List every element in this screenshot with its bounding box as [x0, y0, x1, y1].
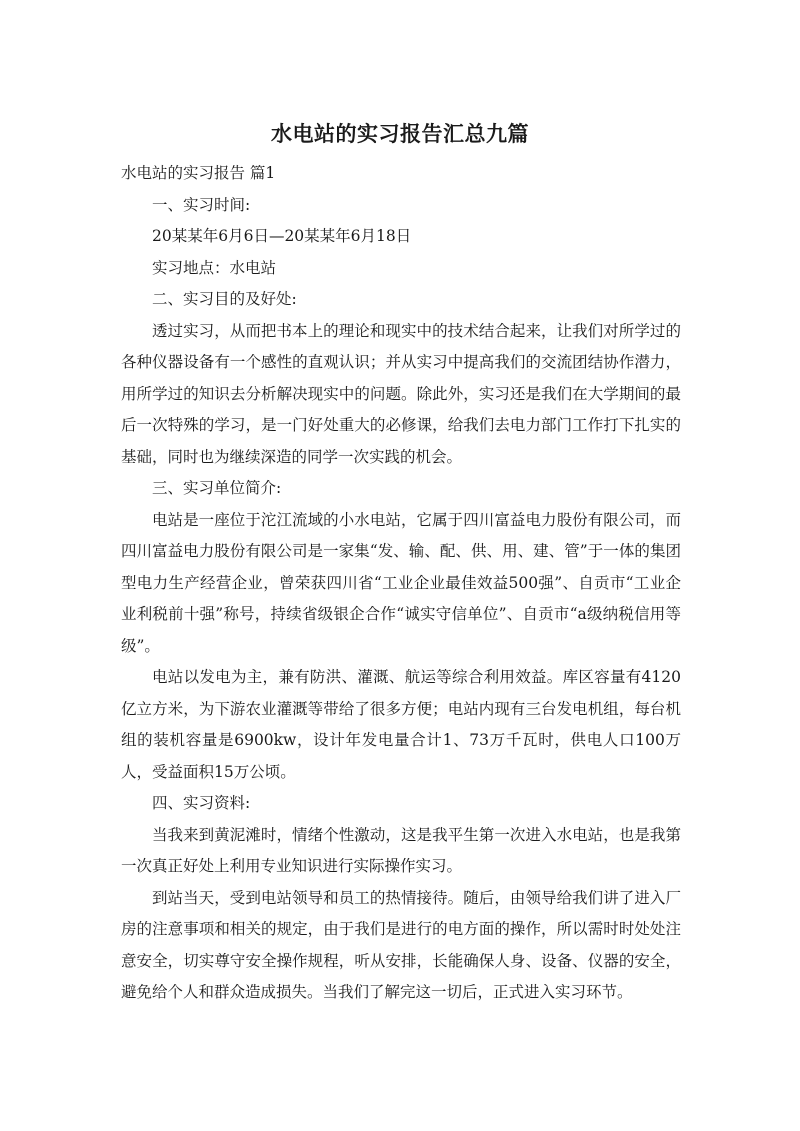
document-body: [121, 158, 681, 1009]
document-title: 水电站的实习报告汇总九篇: [271, 122, 529, 146]
paragraph-first-day: 到站当天，受到电站领导和员工的热情接待。随后，由领导给我们讲了进入厂房的注意事项和相关的规定，由于我们是进行的电方面的操作，所以需时时处处注意安全，切实尊守安全操作规程，听从安排，长能确保人身、设备、仪器的安全，避免给个人和群众造成损失。当我们了解完这一切后，正式进入实习环节。: [121, 888, 681, 1001]
paragraph-unit-intro: 电站是一座位于沱江流域的小水电站，它属于四川富益电力股份有限公司，而四川富益电力股份有限公司是一家集“发、输、配、供、用、建、管”于一体的集团型电力生产经营企业，曾荣获四川省“工业企业最佳效益500强”、自贡市“工业企业利税前十强”称号，持续省级银企合作“诚实守信单位”、自贡市“a级纳税信用等级”。: [121, 510, 681, 655]
paragraph-location: 实习地点：水电站: [152, 258, 277, 277]
paragraph-purpose: 透过实习，从而把书本上的理论和现实中的技术结合起来，让我们对所学过的各种仪器设备有一个感性的直观认识；并从实习中提高我们的交流团结协作潜力，用所学过的知识去分析解决现实中的问题。除此外，实习还是我们在大学期间的最后一次特殊的学习，是一门好处重大的必修课，给我们去电力部门工作打下扎实的基础，同时也为继续深造的同学一次实践的机会。: [121, 321, 681, 466]
subheading-time: 一、实习时间:: [152, 195, 251, 214]
subheading-unit-intro: 三、实习单位简介:: [152, 479, 282, 497]
subheading-materials: 四、实习资料:: [152, 794, 251, 812]
section-heading: 水电站的实习报告 篇1: [121, 164, 276, 182]
paragraph-dates: 20某某年6月6日—20某某年6月18日: [152, 227, 412, 245]
paragraph-station-capacity: 电站以发电为主，兼有防洪、灌溉、航运等综合利用效益。库区容量有4120亿立方米，为下游农业灌溉等带给了很多方便；电站内现有三台发电机组，每台机组的装机容量是6900kw，设计年发电量合计1、73万千瓦时，供电人口100万人，受益面积15万公顷。: [121, 668, 681, 781]
paragraph-arrival: 当我来到黄泥滩时，情绪个性激动，这是我平生第一次进入水电站，也是我第一次真正好处上利用专业知识进行实际操作实习。: [121, 825, 681, 875]
subheading-purpose: 二、实习目的及好处:: [152, 290, 297, 308]
